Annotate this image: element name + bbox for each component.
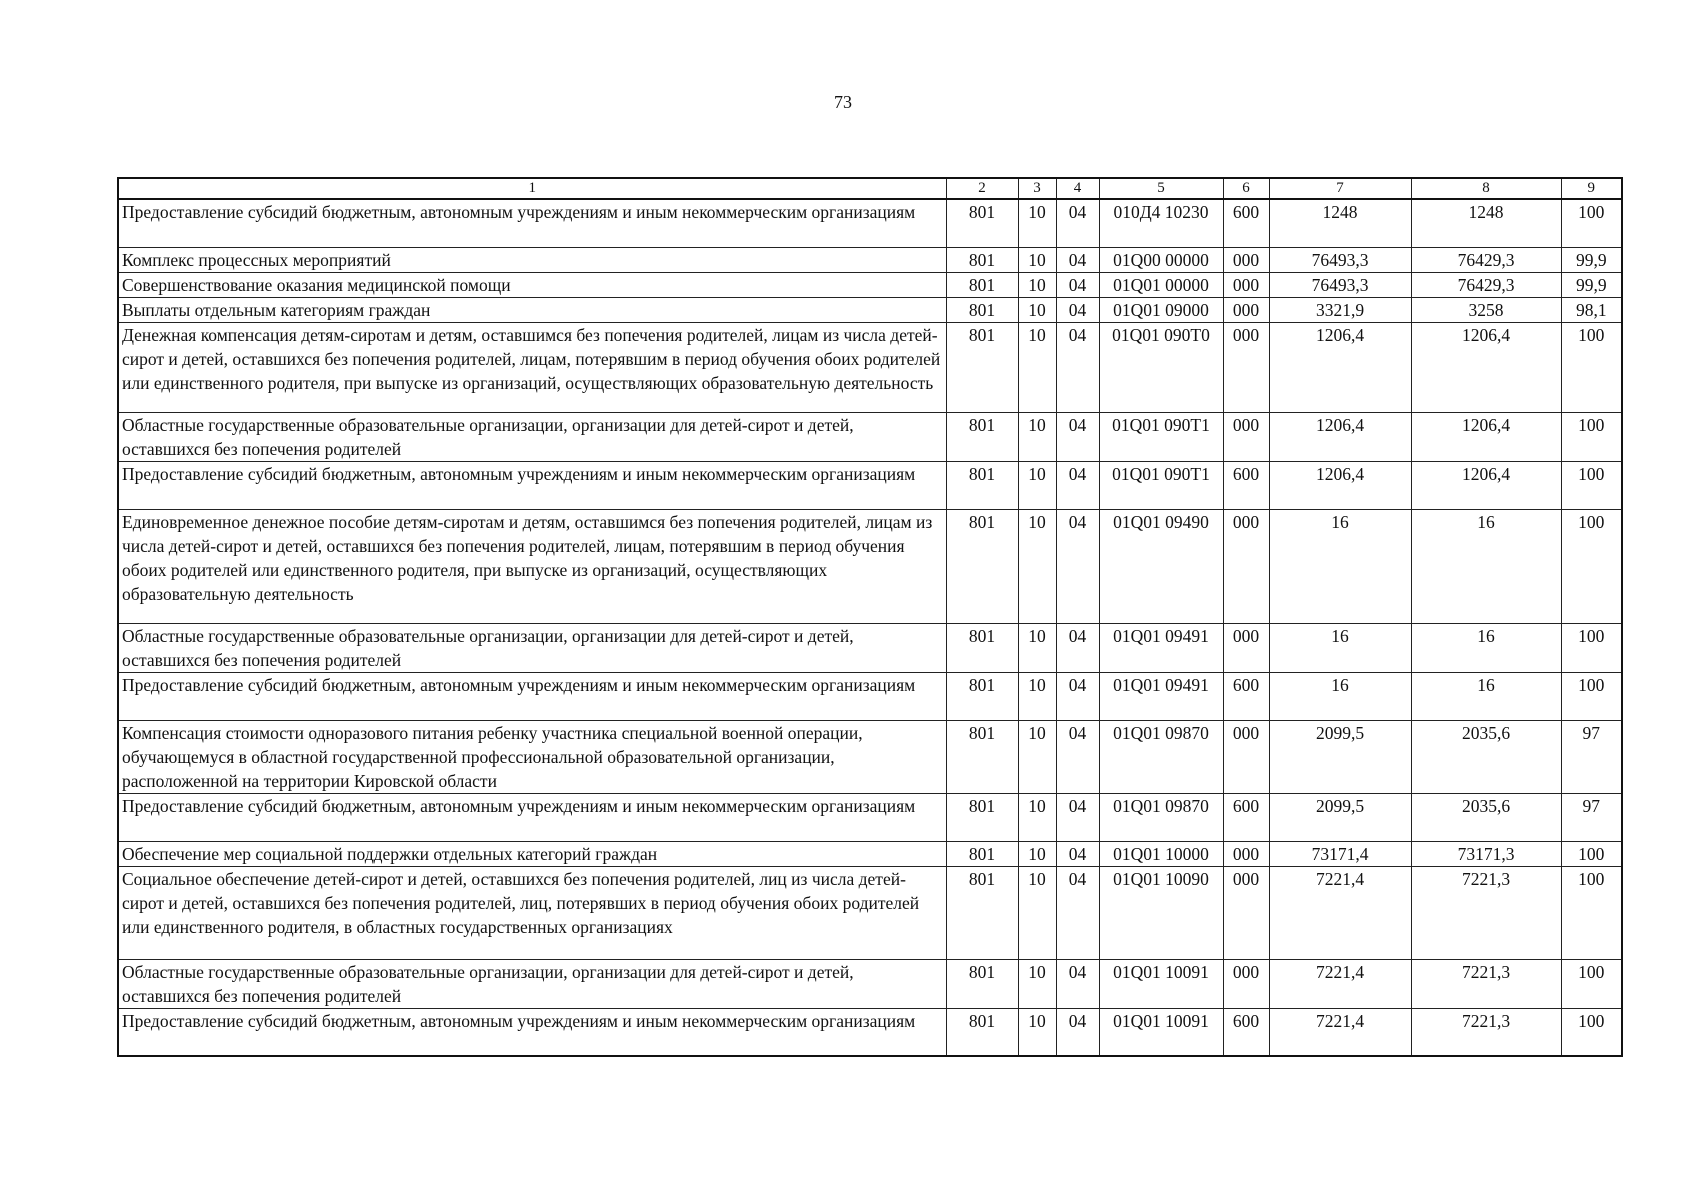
- cell-col-6: 000: [1223, 412, 1269, 461]
- cell-col-4: 04: [1056, 1008, 1099, 1056]
- cell-name: Областные государственные образовательные организации, организации для детей-сирот и детей, оставшихся без попечения родителей: [118, 412, 946, 461]
- cell-col-3: 10: [1018, 793, 1056, 841]
- cell-code: 01Q01 090T1: [1099, 412, 1223, 461]
- cell-col-6: 000: [1223, 841, 1269, 866]
- cell-col-9: 97: [1561, 793, 1622, 841]
- cell-col-7: 2099,5: [1269, 720, 1411, 793]
- cell-name: Обеспечение мер социальной поддержки отдельных категорий граждан: [118, 841, 946, 866]
- cell-col-8: 76429,3: [1411, 272, 1561, 297]
- cell-col-8: 2035,6: [1411, 793, 1561, 841]
- cell-col-3: 10: [1018, 509, 1056, 623]
- table-body: [118, 199, 1622, 1056]
- cell-name: Предоставление субсидий бюджетным, автономным учреждениям и иным некоммерческим организациям: [118, 461, 946, 509]
- cell-col-2: 801: [946, 959, 1018, 1008]
- cell-col-4: 04: [1056, 461, 1099, 509]
- table-row: [118, 1008, 1622, 1056]
- column-header: 6: [1223, 178, 1269, 199]
- cell-code: 01Q01 09870: [1099, 720, 1223, 793]
- cell-col-6: 000: [1223, 509, 1269, 623]
- column-header: 1: [118, 178, 946, 199]
- cell-col-2: 801: [946, 297, 1018, 322]
- cell-col-8: 3258: [1411, 297, 1561, 322]
- table-row: [118, 672, 1622, 720]
- cell-name: Предоставление субсидий бюджетным, автономным учреждениям и иным некоммерческим организациям: [118, 1008, 946, 1056]
- cell-code: 01Q01 09000: [1099, 297, 1223, 322]
- cell-col-2: 801: [946, 793, 1018, 841]
- column-header: 9: [1561, 178, 1622, 199]
- cell-col-3: 10: [1018, 322, 1056, 412]
- cell-col-4: 04: [1056, 959, 1099, 1008]
- cell-name: Денежная компенсация детям-сиротам и детям, оставшимся без попечения родителей, лицам из числа детей-сирот и детей, оставшихся без попечения родителей, лицам, потерявшим в период обучения обоих родителей или единственного родителя, при выпуске из организаций, осуществляющих образовательную деятельность: [118, 322, 946, 412]
- cell-name: Предоставление субсидий бюджетным, автономным учреждениям и иным некоммерческим организациям: [118, 199, 946, 247]
- cell-col-3: 10: [1018, 199, 1056, 247]
- cell-col-7: 16: [1269, 509, 1411, 623]
- cell-col-6: 000: [1223, 866, 1269, 959]
- column-header: 5: [1099, 178, 1223, 199]
- cell-code: 01Q01 09870: [1099, 793, 1223, 841]
- cell-col-7: 1248: [1269, 199, 1411, 247]
- cell-col-8: 1206,4: [1411, 461, 1561, 509]
- cell-code: 01Q01 090T0: [1099, 322, 1223, 412]
- cell-col-3: 10: [1018, 412, 1056, 461]
- cell-col-6: 600: [1223, 672, 1269, 720]
- cell-col-3: 10: [1018, 1008, 1056, 1056]
- cell-col-4: 04: [1056, 623, 1099, 672]
- cell-col-2: 801: [946, 1008, 1018, 1056]
- cell-col-3: 10: [1018, 272, 1056, 297]
- cell-col-4: 04: [1056, 297, 1099, 322]
- cell-col-2: 801: [946, 412, 1018, 461]
- table-row: [118, 297, 1622, 322]
- cell-col-4: 04: [1056, 841, 1099, 866]
- cell-col-8: 2035,6: [1411, 720, 1561, 793]
- cell-col-9: 100: [1561, 623, 1622, 672]
- cell-col-6: 000: [1223, 959, 1269, 1008]
- cell-col-9: 100: [1561, 866, 1622, 959]
- table-row: [118, 322, 1622, 412]
- cell-code: 01Q01 10091: [1099, 959, 1223, 1008]
- cell-col-2: 801: [946, 247, 1018, 272]
- cell-col-6: 000: [1223, 297, 1269, 322]
- cell-col-7: 3321,9: [1269, 297, 1411, 322]
- cell-col-8: 1248: [1411, 199, 1561, 247]
- cell-col-8: 16: [1411, 672, 1561, 720]
- table-row: [118, 412, 1622, 461]
- column-header: 4: [1056, 178, 1099, 199]
- table-row: [118, 841, 1622, 866]
- column-header: 8: [1411, 178, 1561, 199]
- table-row: [118, 866, 1622, 959]
- cell-col-2: 801: [946, 461, 1018, 509]
- cell-col-3: 10: [1018, 461, 1056, 509]
- cell-col-9: 100: [1561, 672, 1622, 720]
- cell-col-4: 04: [1056, 272, 1099, 297]
- cell-col-4: 04: [1056, 793, 1099, 841]
- cell-col-8: 7221,3: [1411, 1008, 1561, 1056]
- cell-col-9: 100: [1561, 461, 1622, 509]
- cell-name: Предоставление субсидий бюджетным, автономным учреждениям и иным некоммерческим организациям: [118, 793, 946, 841]
- cell-code: 01Q01 09490: [1099, 509, 1223, 623]
- table-row: [118, 793, 1622, 841]
- cell-code: 01Q01 10000: [1099, 841, 1223, 866]
- cell-col-6: 000: [1223, 720, 1269, 793]
- cell-col-9: 100: [1561, 412, 1622, 461]
- cell-col-4: 04: [1056, 199, 1099, 247]
- table-row: [118, 199, 1622, 247]
- cell-col-9: 100: [1561, 509, 1622, 623]
- table-row: [118, 272, 1622, 297]
- cell-code: 010Д4 10230: [1099, 199, 1223, 247]
- cell-col-3: 10: [1018, 866, 1056, 959]
- cell-col-7: 76493,3: [1269, 247, 1411, 272]
- cell-col-9: 100: [1561, 959, 1622, 1008]
- cell-col-4: 04: [1056, 509, 1099, 623]
- cell-col-9: 100: [1561, 841, 1622, 866]
- cell-col-9: 100: [1561, 1008, 1622, 1056]
- cell-col-8: 7221,3: [1411, 959, 1561, 1008]
- cell-col-6: 600: [1223, 461, 1269, 509]
- cell-col-3: 10: [1018, 297, 1056, 322]
- cell-name: Предоставление субсидий бюджетным, автономным учреждениям и иным некоммерческим организациям: [118, 672, 946, 720]
- cell-col-9: 97: [1561, 720, 1622, 793]
- cell-col-7: 76493,3: [1269, 272, 1411, 297]
- column-header: 2: [946, 178, 1018, 199]
- table-row: [118, 720, 1622, 793]
- cell-name: Совершенствование оказания медицинской помощи: [118, 272, 946, 297]
- cell-col-9: 99,9: [1561, 247, 1622, 272]
- cell-col-3: 10: [1018, 672, 1056, 720]
- budget-table: [117, 177, 1623, 1057]
- cell-code: 01Q01 09491: [1099, 623, 1223, 672]
- cell-col-2: 801: [946, 322, 1018, 412]
- cell-col-4: 04: [1056, 412, 1099, 461]
- cell-name: Компенсация стоимости одноразового питания ребенку участника специальной военной операции, обучающемуся в областной государственной профессиональной образовательной организации, расположенной на территории Кировской области: [118, 720, 946, 793]
- cell-col-8: 7221,3: [1411, 866, 1561, 959]
- cell-col-6: 600: [1223, 793, 1269, 841]
- cell-col-6: 000: [1223, 247, 1269, 272]
- header-row: [118, 178, 1622, 199]
- cell-col-3: 10: [1018, 720, 1056, 793]
- cell-col-7: 73171,4: [1269, 841, 1411, 866]
- cell-col-2: 801: [946, 841, 1018, 866]
- cell-col-7: 1206,4: [1269, 461, 1411, 509]
- cell-col-2: 801: [946, 509, 1018, 623]
- cell-col-4: 04: [1056, 720, 1099, 793]
- cell-col-2: 801: [946, 866, 1018, 959]
- table-row: [118, 509, 1622, 623]
- cell-name: Комплекс процессных мероприятий: [118, 247, 946, 272]
- table-row: [118, 461, 1622, 509]
- cell-col-9: 99,9: [1561, 272, 1622, 297]
- cell-col-9: 100: [1561, 199, 1622, 247]
- cell-code: 01Q01 00000: [1099, 272, 1223, 297]
- cell-col-8: 73171,3: [1411, 841, 1561, 866]
- cell-code: 01Q01 09491: [1099, 672, 1223, 720]
- column-header: 3: [1018, 178, 1056, 199]
- cell-name: Единовременное денежное пособие детям-сиротам и детям, оставшимся без попечения родителей, лицам из числа детей-сирот и детей, оставшихся без попечения родителей, лицам, потерявшим в период обучения обоих родителей или единственного родителя, при выпуске из организаций, осуществляющих образовательную деятельность: [118, 509, 946, 623]
- cell-col-3: 10: [1018, 841, 1056, 866]
- cell-col-8: 16: [1411, 623, 1561, 672]
- cell-col-7: 16: [1269, 623, 1411, 672]
- cell-col-7: 7221,4: [1269, 866, 1411, 959]
- cell-col-3: 10: [1018, 623, 1056, 672]
- cell-name: Социальное обеспечение детей-сирот и детей, оставшихся без попечения родителей, лиц из числа детей-сирот и детей, оставшихся без попечения родителей, лиц, потерявших в период обучения обоих родителей или единственного родителя, в областных государственных организациях: [118, 866, 946, 959]
- cell-col-7: 16: [1269, 672, 1411, 720]
- table-row: [118, 959, 1622, 1008]
- cell-col-8: 76429,3: [1411, 247, 1561, 272]
- cell-col-4: 04: [1056, 672, 1099, 720]
- cell-col-4: 04: [1056, 322, 1099, 412]
- cell-code: 01Q01 090T1: [1099, 461, 1223, 509]
- cell-col-4: 04: [1056, 247, 1099, 272]
- cell-col-7: 1206,4: [1269, 322, 1411, 412]
- page-number: 73: [834, 92, 852, 112]
- cell-col-7: 2099,5: [1269, 793, 1411, 841]
- cell-col-9: 98,1: [1561, 297, 1622, 322]
- table-row: [118, 247, 1622, 272]
- column-header: 7: [1269, 178, 1411, 199]
- cell-col-2: 801: [946, 672, 1018, 720]
- cell-col-3: 10: [1018, 959, 1056, 1008]
- cell-col-7: 1206,4: [1269, 412, 1411, 461]
- cell-name: Областные государственные образовательные организации, организации для детей-сирот и детей, оставшихся без попечения родителей: [118, 959, 946, 1008]
- cell-name: Выплаты отдельным категориям граждан: [118, 297, 946, 322]
- cell-col-8: 16: [1411, 509, 1561, 623]
- cell-col-2: 801: [946, 272, 1018, 297]
- cell-name: Областные государственные образовательные организации, организации для детей-сирот и детей, оставшихся без попечения родителей: [118, 623, 946, 672]
- cell-col-2: 801: [946, 623, 1018, 672]
- cell-col-6: 600: [1223, 199, 1269, 247]
- cell-col-6: 000: [1223, 272, 1269, 297]
- cell-col-2: 801: [946, 199, 1018, 247]
- cell-code: 01Q01 10090: [1099, 866, 1223, 959]
- cell-col-7: 7221,4: [1269, 1008, 1411, 1056]
- cell-col-2: 801: [946, 720, 1018, 793]
- cell-col-9: 100: [1561, 322, 1622, 412]
- cell-col-3: 10: [1018, 247, 1056, 272]
- cell-col-8: 1206,4: [1411, 412, 1561, 461]
- cell-col-7: 7221,4: [1269, 959, 1411, 1008]
- cell-col-6: 000: [1223, 623, 1269, 672]
- cell-code: 01Q01 10091: [1099, 1008, 1223, 1056]
- cell-col-8: 1206,4: [1411, 322, 1561, 412]
- cell-col-6: 000: [1223, 322, 1269, 412]
- cell-col-4: 04: [1056, 866, 1099, 959]
- cell-col-6: 600: [1223, 1008, 1269, 1056]
- cell-code: 01Q00 00000: [1099, 247, 1223, 272]
- table-row: [118, 623, 1622, 672]
